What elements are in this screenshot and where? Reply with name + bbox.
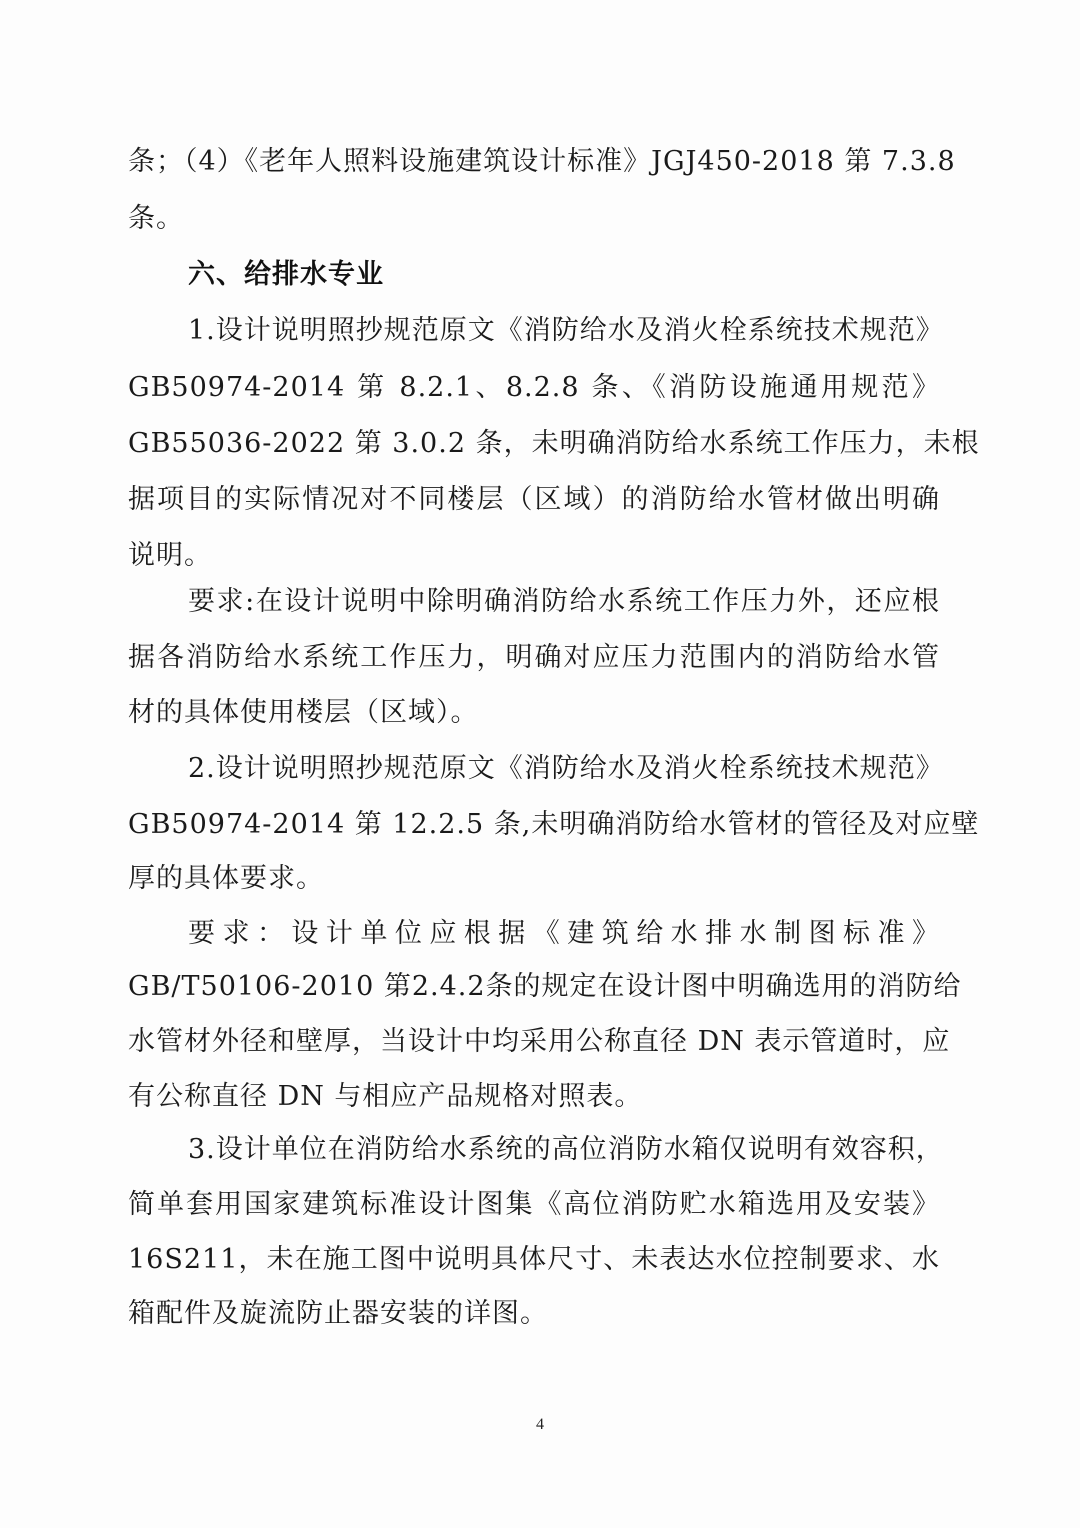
- item-3-issue-line-4: 箱配件及旋流防止器安装的详图。: [128, 1298, 548, 1329]
- item-3-issue-line-2: 简单套用国家建筑标准设计图集《高位消防贮水箱选用及安装》: [128, 1189, 940, 1220]
- item-1-requirement-line-1: 要求:在设计说明中除明确消防给水系统工作压力外，还应根: [188, 586, 940, 617]
- item-2-requirement-line-3: 水管材外径和壁厚，当设计中均采用公称直径 DN 表示管道时，应: [128, 1026, 951, 1057]
- page-number: 4: [536, 1416, 544, 1433]
- item-2-requirement-line-4: 有公称直径 DN 与相应产品规格对照表。: [128, 1081, 643, 1112]
- item-1-issue-line-1: 1.设计说明照抄规范原文《消防给水及消火栓系统技术规范》: [188, 315, 944, 346]
- continuation-line-1: 条；（4）《老年人照料设施建筑设计标准》JGJ450-2018 第 7.3.8: [128, 146, 956, 177]
- item-1-issue-line-4: 据项目的实际情况对不同楼层（区域）的消防给水管材做出明确: [128, 484, 940, 515]
- item-2-issue-line-1: 2.设计说明照抄规范原文《消防给水及消火栓系统技术规范》: [188, 753, 944, 784]
- item-1-issue-line-3: GB55036-2022 第 3.0.2 条，未明确消防给水系统工作压力，未根: [128, 428, 980, 459]
- item-2-issue-line-2: GB50974-2014 第 12.2.5 条,未明确消防给水管材的管径及对应壁: [128, 809, 980, 840]
- item-2-requirement-line-2: GB/T50106-2010 第2.4.2条的规定在设计图中明确选用的消防给: [128, 971, 962, 1002]
- item-3-issue-line-3: 16S211，未在施工图中说明具体尺寸、未表达水位控制要求、水: [128, 1244, 940, 1275]
- item-3-issue-line-1: 3.设计单位在消防给水系统的高位消防水箱仅说明有效容积，: [188, 1134, 944, 1165]
- item-1-requirement-line-2: 据各消防给水系统工作压力，明确对应压力范围内的消防给水管: [128, 642, 940, 673]
- item-2-requirement-line-1: 要求：设计单位应根据《建筑给水排水制图标准》: [188, 918, 940, 949]
- section-heading: 六、给排水专业: [188, 259, 384, 290]
- item-2-issue-line-3: 厚的具体要求。: [128, 863, 324, 894]
- item-1-issue-line-2: GB50974-2014 第 8.2.1、8.2.8 条、《消防设施通用规范》: [128, 372, 940, 403]
- item-1-requirement-line-3: 材的具体使用楼层（区域）。: [128, 697, 479, 728]
- continuation-line-2: 条。: [128, 203, 184, 234]
- item-1-issue-line-5: 说明。: [128, 540, 212, 571]
